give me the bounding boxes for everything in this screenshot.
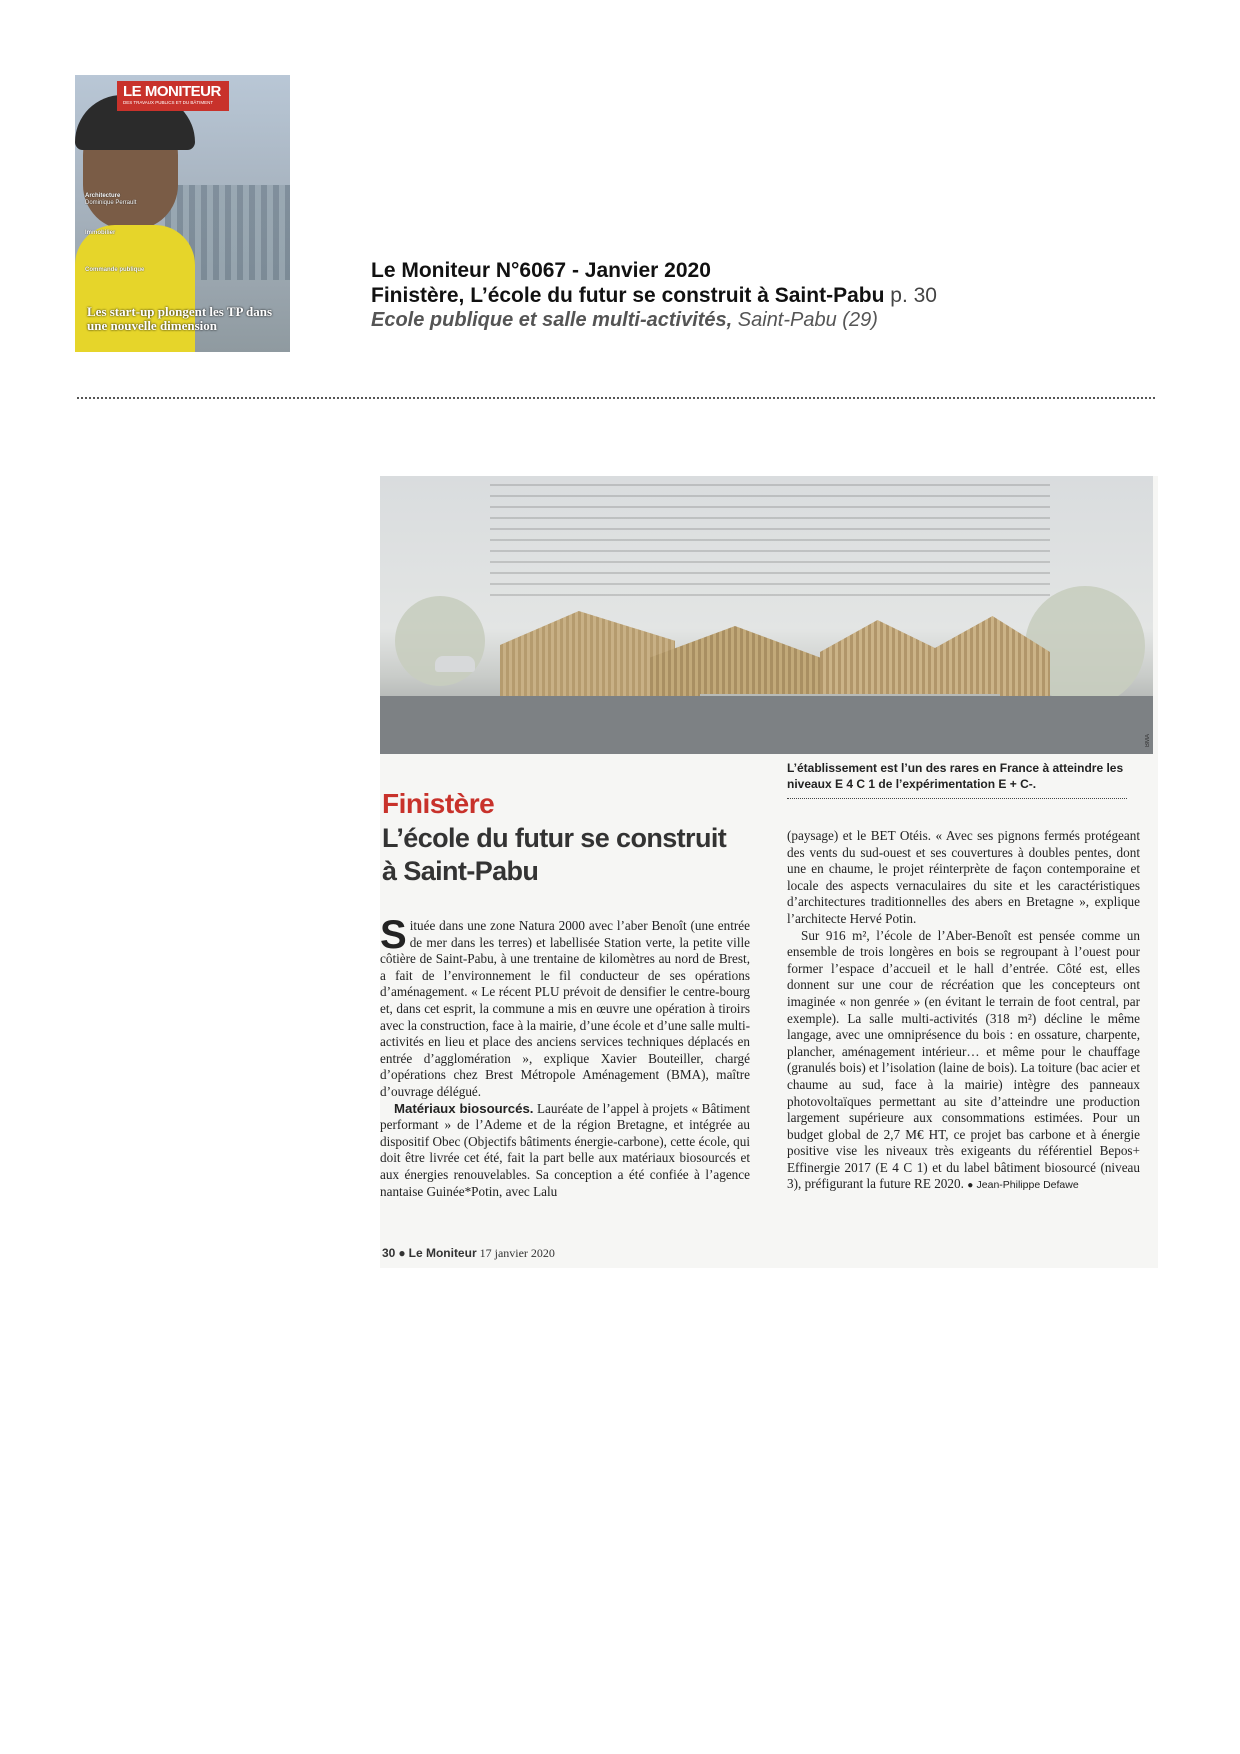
cover-blurb bbox=[85, 193, 165, 207]
cover-blurb bbox=[85, 230, 165, 237]
cover-blurb-title: Immobilier bbox=[85, 230, 116, 236]
dotted-separator bbox=[77, 397, 1155, 399]
project-line bbox=[371, 308, 1191, 333]
paragraph-text: Sur 916 m², l’école de l’Aber-Benoît est pensée comme un ensemble de trois longères en bois se regroupant à l’ouest pour former l’espace d’accueil et le hall d’entrée. Côté est, elles donnent sur une cour de récréation que les concepteurs ont imaginée « non genrée » (en évitant le terrain de foot central, par exemple). La salle multi-activités (318 m²) décline le même langage, avec une omniprésence du bois : en ossature, charpente, plancher, aménagement intérieur… et même pour le chauffage (granulés bois) et l’isolation (laine de bois). La toiture (bac acier et chaume au sud, face à la mairie) intègre des panneaux photovoltaïques permettant au site d’atteindre une production largement supérieure aux consommations estimées. Pour un budget global de 2,7 M€ HT, ce projet bas carbone et à énergie positive vise les niveaux très exigeants du référentiel Bepos+ Effinergie 2017 (E 4 C 1) et du label bâtiment biosourcé (niveau 3), préfigurant la future RE 2020. bbox=[787, 927, 1140, 1192]
article-column-1 bbox=[380, 913, 750, 1200]
article-title: Finistère, L’école du futur se construit à Saint-Pabu bbox=[371, 284, 885, 307]
magazine-cover bbox=[75, 75, 290, 352]
subhead: Matériaux biosourcés. bbox=[394, 1100, 534, 1116]
photo-caption: L’établissement est l’un des rares en France à atteindre les niveaux E 4 C 1 de l’expérimentation E + C-. bbox=[787, 760, 1127, 799]
issue-line: Le Moniteur N°6067 - Janvier 2020 bbox=[371, 259, 711, 282]
reference-header bbox=[371, 258, 1191, 333]
article-title-line bbox=[371, 283, 1191, 308]
article-photo bbox=[380, 476, 1153, 754]
article-clipping bbox=[380, 476, 1158, 1268]
project-name: Ecole publique et salle multi-activités, bbox=[371, 309, 733, 331]
folio-publication: Le Moniteur bbox=[408, 1246, 477, 1260]
paragraph bbox=[380, 1101, 750, 1201]
cover-masthead bbox=[117, 81, 229, 111]
building-longere bbox=[650, 626, 820, 696]
car bbox=[435, 656, 475, 672]
article-headline: L’école du futur se construit à Saint-Pabu bbox=[382, 823, 727, 886]
road bbox=[380, 696, 1153, 754]
folio-page-number: 30 bbox=[382, 1246, 396, 1260]
cover-blurb-title: Architecture bbox=[85, 193, 121, 199]
page-reference: p. 30 bbox=[890, 284, 937, 307]
author-byline: Jean-Philippe Defawe bbox=[976, 1179, 1079, 1192]
tree bbox=[395, 596, 485, 686]
building-longere bbox=[500, 611, 675, 696]
paragraph bbox=[380, 913, 750, 1101]
photo-credit: BMA bbox=[1145, 734, 1151, 748]
drop-cap: S bbox=[380, 913, 407, 957]
building-longere bbox=[820, 616, 1050, 696]
show-through-text bbox=[490, 484, 1050, 604]
project-location: Saint-Pabu (29) bbox=[737, 309, 878, 331]
paragraph-text: ituée dans une zone Natura 2000 avec l’aber Benoît (une entrée de mer dans les terres) et labellisée Station verte, la petite ville côtière de Saint-Pabu, à une trentaine de kilomètres au nord de Brest, a fait de l’environnement le fil conducteur de ses opérations d’aménagement. « Le récent PLU prévoit de densifier le centre-bourg et, dans cet esprit, la commune a mis en œuvre une opération à tiroirs avec la construction, face à la mairie, d’une école et d’une salle multi-activités en lieu et place des anciens services techniques déplacés en entrée d’agglomération », explique Xavier Bouteiller, chargé d’opérations chez Brest Métropole Aménagement (BMA), maître d’ouvrage délégué. bbox=[380, 918, 750, 1099]
cover-blurb-text: Dominique Perrault bbox=[85, 200, 137, 206]
cover-masthead-subtitle: DES TRAVAUX PUBLICS ET DU BÂTIMENT bbox=[123, 100, 214, 105]
article-kicker: Finistère bbox=[382, 788, 495, 819]
article-column-2 bbox=[787, 828, 1140, 1195]
page-folio bbox=[382, 1246, 555, 1261]
paragraph: (paysage) et le BET Otéis. « Avec ses pignons fermés protégeant des vents du sud-ouest et ses couvertures à doubles pentes, dont une en chaume, le projet réinterprète de façon contemporaine et locale des aspects vernaculaires du site et les caractéristiques d’architectures traditionnelles des abers en Bretagne », explique l’architecte Hervé Potin. bbox=[787, 828, 1140, 926]
paragraph bbox=[787, 928, 1140, 1196]
cover-blurb bbox=[85, 267, 165, 274]
folio-date: 17 janvier 2020 bbox=[479, 1246, 555, 1260]
paragraph-text: Lauréate de l’appel à projets « Bâtiment performant » de l’Ademe et de la région Bretagne, et intégrée au dispositif Obec (Objectifs bâtiments énergie-carbone), cette école, qui doit être livrée cet été, fait la part belle aux matériaux biosourcés et aux énergies renouvelables. Sa conception a été confiée à l’agence nantaise Guinée*Potin, avec Lalu bbox=[380, 1100, 750, 1199]
cover-masthead-title: LE MONITEUR bbox=[123, 83, 221, 100]
cover-blurb-title: Commande publique bbox=[85, 267, 145, 273]
cover-headline: Les start-up plongent les TP dans une nouvelle dimension bbox=[87, 304, 273, 333]
author-marker: ● bbox=[967, 1180, 974, 1192]
folio-separator: ● bbox=[398, 1246, 406, 1260]
